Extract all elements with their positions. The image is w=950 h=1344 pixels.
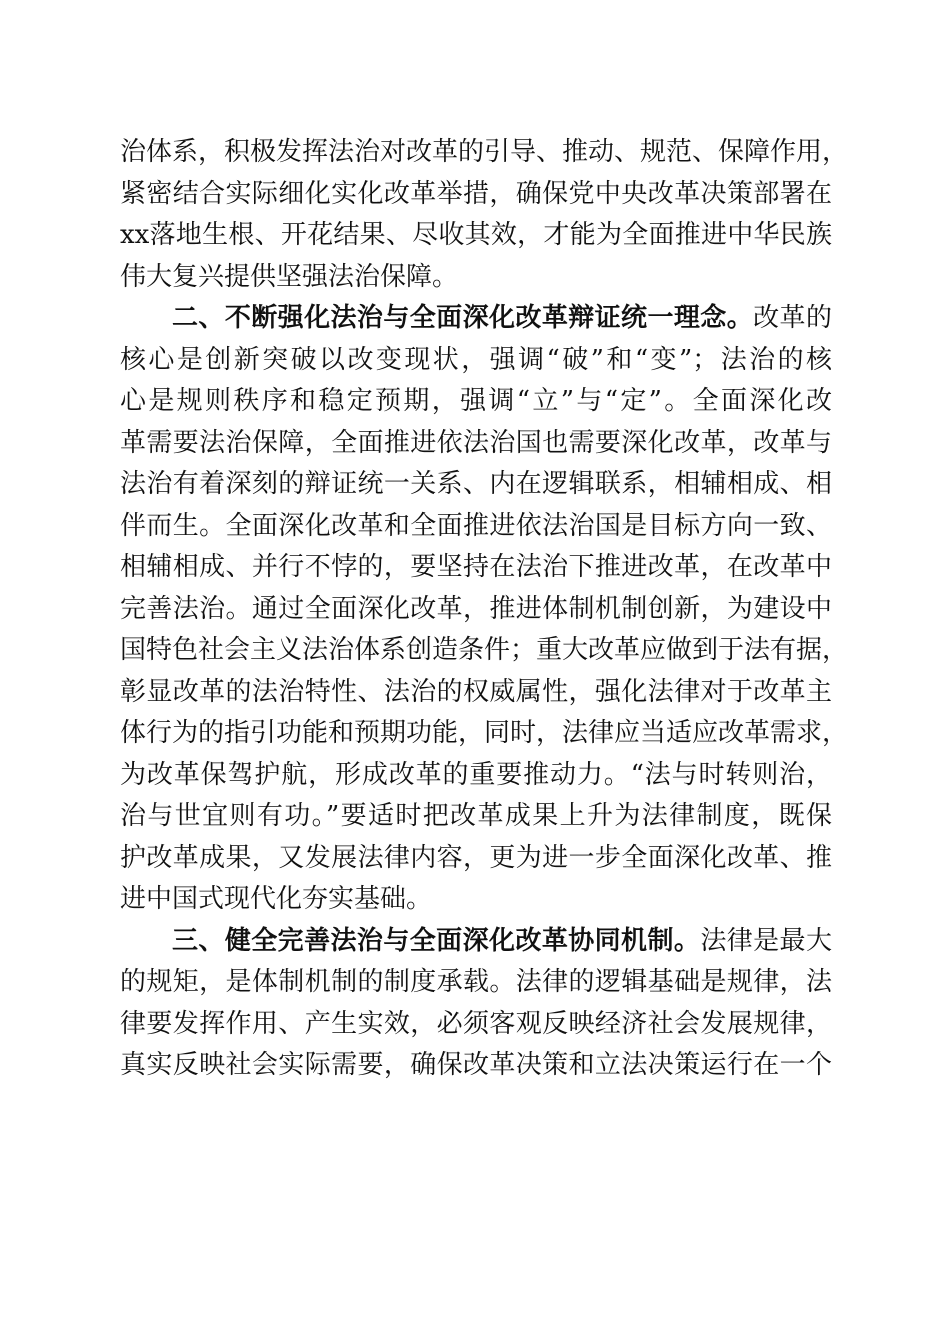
text-span: 法律是最大 [700,925,832,956]
text-line: 伟大复兴提供坚强法治保障。 [120,261,459,292]
paragraph-1 [120,132,849,298]
text-line: 心是规则秩序和稳定预期，强调“立”与“定”。全面深化改 [120,386,832,416]
text-line: 律要发挥作用、产生实效，必须客观反映经济社会发展规律， [120,1008,832,1039]
text-line: 体行为的指引功能和预期功能，同时，法律应当适应改革需求， [120,718,849,748]
section-heading-2: 二、不断强化法治与全面深化改革辩证统一理念。 [172,303,754,333]
paragraph-3 [120,921,832,1087]
text-line: 完善法治。通过全面深化改革，推进体制机制创新，为建设中 [120,593,832,624]
text-line: 治与世宜则有功。”要适时把改革成果上升为法律制度，既保 [120,801,832,831]
text-line: 进中国式现代化夯实基础。 [120,884,433,914]
text-line: 治体系，积极发挥法治对改革的引导、推动、规范、保障作用， [120,137,849,167]
section-heading-3: 三、健全完善法治与全面深化改革协同机制。 [172,925,701,956]
paragraph-3-first-line [120,921,832,963]
text-line: 的规矩，是体制机制的制度承载。法律的逻辑基础是规律，法 [120,967,832,997]
text-line: 法治有着深刻的辩证统一关系、内在逻辑联系，相辅相成、相 [120,469,832,499]
paragraph-2-first-line [120,298,832,340]
text-span: 改革的 [753,303,832,333]
text-line: 革需要法治保障，全面推进依法治国也需要深化改革，改革与 [120,427,832,458]
text-line: 相辅相成、并行不悖的，要坚持在法治下推进改革，在改革中 [120,552,832,582]
text-line: 伴而生。全面深化改革和全面推进依法治国是目标方向一致、 [120,510,832,541]
text-line: 核心是创新突破以改变现状，强调“破”和“变”；法治的核 [120,344,832,375]
text-line: 国特色社会主义法治体系创造条件；重大改革应做到于法有据， [120,635,849,665]
paragraph-2 [120,298,849,921]
document-page [120,132,849,1087]
text-line: 真实反映社会实际需要，确保改革决策和立法决策运行在一个 [120,1050,832,1080]
text-line: 彰显改革的法治特性、法治的权威属性，强化法律对于改革主 [120,676,832,707]
text-line: xx落地生根、开花结果、尽收其效，才能为全面推进中华民族 [120,220,832,250]
text-line: 紧密结合实际细化实化改革举措，确保党中央改革决策部署在 [120,178,832,209]
text-line: 护改革成果，又发展法律内容，更为进一步全面深化改革、推 [120,842,832,873]
text-line: 为改革保驾护航，形成改革的重要推动力。“法与时转则治， [120,759,832,790]
